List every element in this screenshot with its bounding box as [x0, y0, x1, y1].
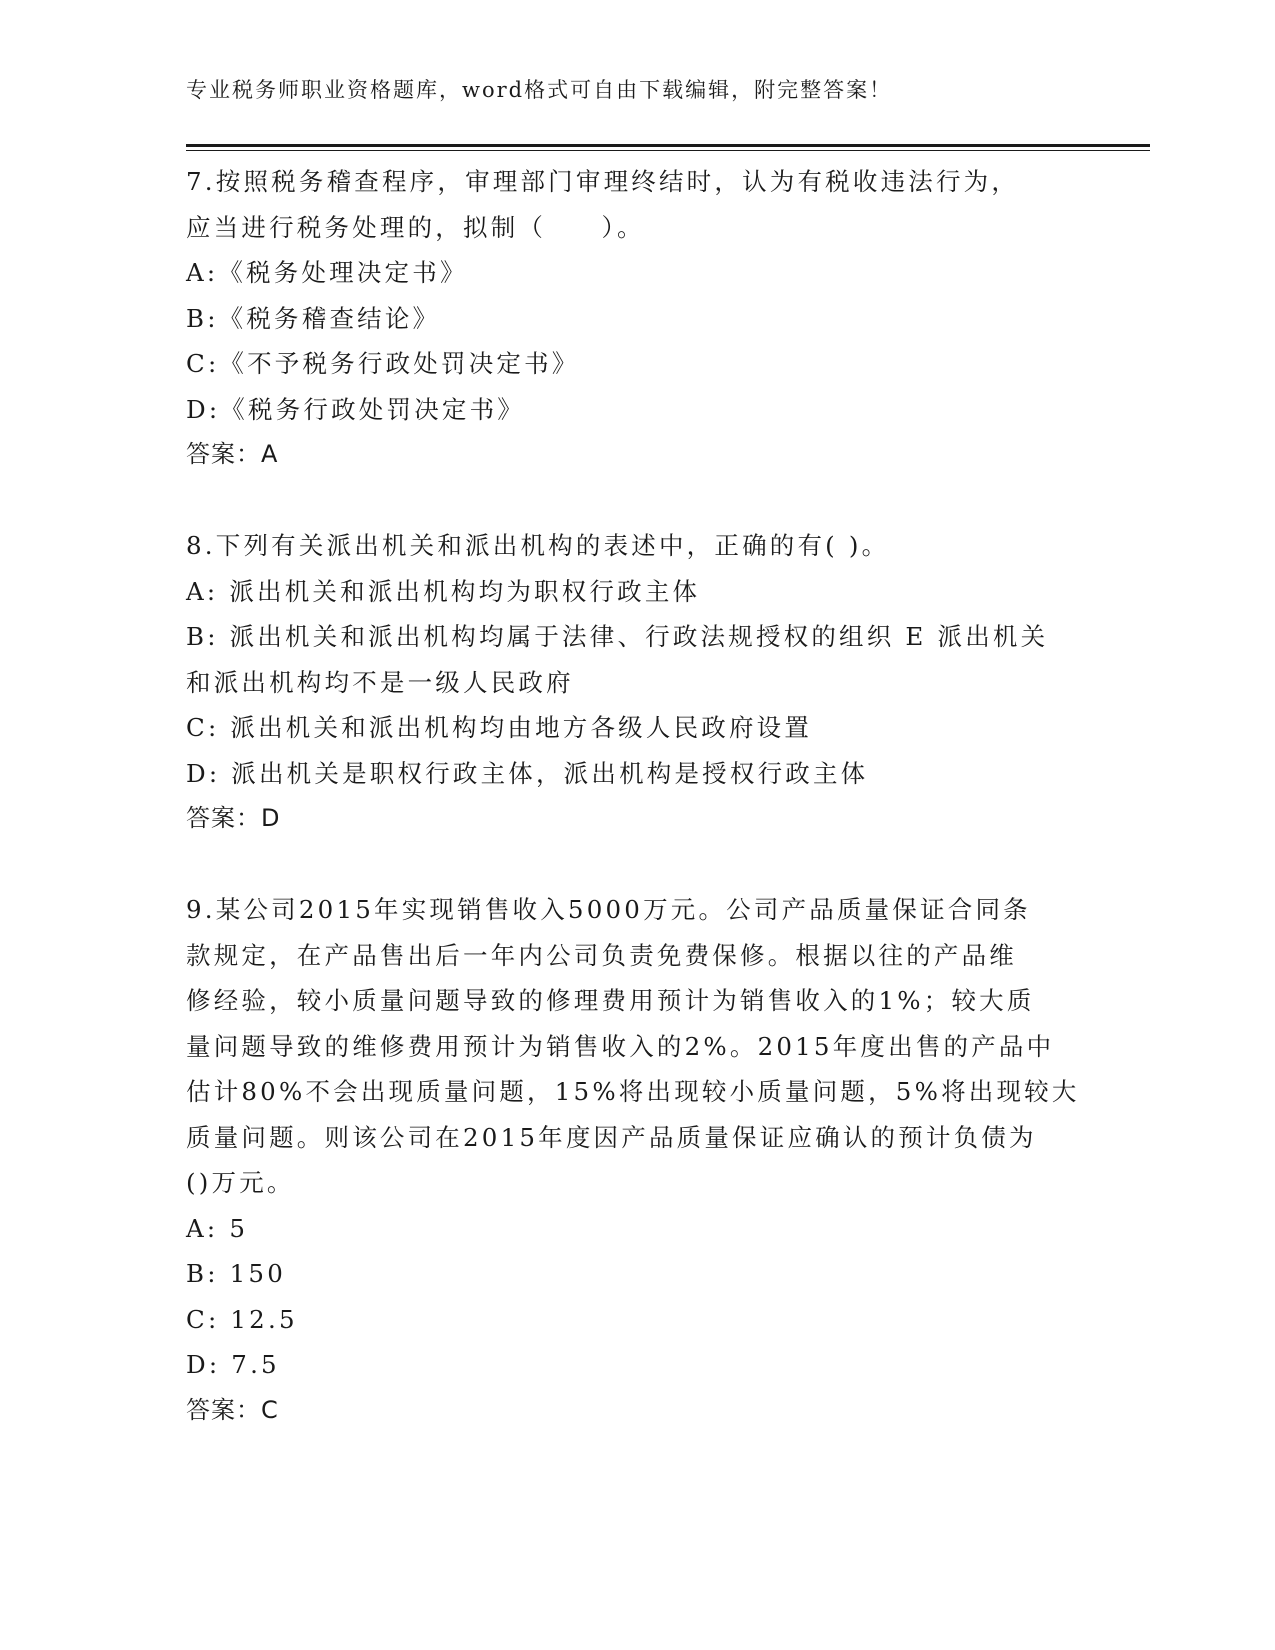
question-stem-line: 款规定，在产品售出后一年内公司负责免费保修。根据以往的产品维 [186, 940, 1017, 970]
option-a: A: 派出机关和派出机构均为职权行政主体 [186, 576, 701, 606]
option-b: B: 派出机关和派出机构均属于法律、行政法规授权的组织 E 派出机关 [186, 622, 1049, 651]
option-d: D: 派出机关是职权行政主体，派出机构是授权行政主体 [186, 758, 869, 788]
option-c: C: 12.5 [186, 1304, 298, 1334]
question-stem-line: 8.下列有关派出机关和派出机构的表述中，正确的有( )。 [186, 531, 890, 560]
option-d: D:《税务行政处罚决定书》 [186, 394, 525, 424]
question-stem-line: 7.按照税务稽查程序，审理部门审理终结时，认为有税收违法行为， [186, 167, 1020, 196]
option-a: A:《税务处理决定书》 [186, 258, 468, 287]
header-divider-thin [186, 150, 1150, 151]
answer-label: 答案：C [186, 1395, 279, 1424]
question-stem-line: 修经验，较小质量问题导致的修理费用预计为销售收入的1%；较大质 [186, 986, 1035, 1015]
question-stem-line: 质量问题。则该公司在2015年度因产品质量保证应确认的预计负债为 [186, 1122, 1037, 1152]
option-b: B:《税务稽查结论》 [186, 303, 441, 333]
header-divider-thick [186, 144, 1150, 147]
option-b-continued: 和派出机构均不是一级人民政府 [186, 667, 574, 697]
question-7 [186, 159, 1086, 478]
question-list [186, 159, 1086, 1479]
question-stem-line: 量问题导致的维修费用预计为销售收入的2%。2015年度出售的产品中 [186, 1031, 1055, 1061]
option-d: D: 7.5 [186, 1350, 280, 1379]
option-c: C: 派出机关和派出机构均由地方各级人民政府设置 [186, 713, 813, 742]
question-8 [186, 523, 1086, 842]
question-stem-line: 应当进行税务处理的，拟制（ ）。 [186, 212, 645, 242]
option-a: A: 5 [186, 1213, 249, 1243]
page-header: 专业税务师职业资格题库，word格式可自由下载编辑，附完整答案！ [186, 78, 893, 102]
answer-label: 答案：A [186, 440, 279, 468]
option-c: C:《不予税务行政处罚决定书》 [186, 349, 580, 378]
option-b: B: 150 [186, 1259, 287, 1288]
question-9 [186, 887, 1086, 1433]
answer-label: 答案：D [186, 804, 281, 832]
question-stem-line: 估计80%不会出现质量问题，15%将出现较小质量问题，5%将出现较大 [186, 1077, 1080, 1106]
question-stem-line: ()万元。 [186, 1168, 295, 1197]
question-stem-line: 9.某公司2015年实现销售收入5000万元。公司产品质量保证合同条 [186, 895, 1031, 924]
